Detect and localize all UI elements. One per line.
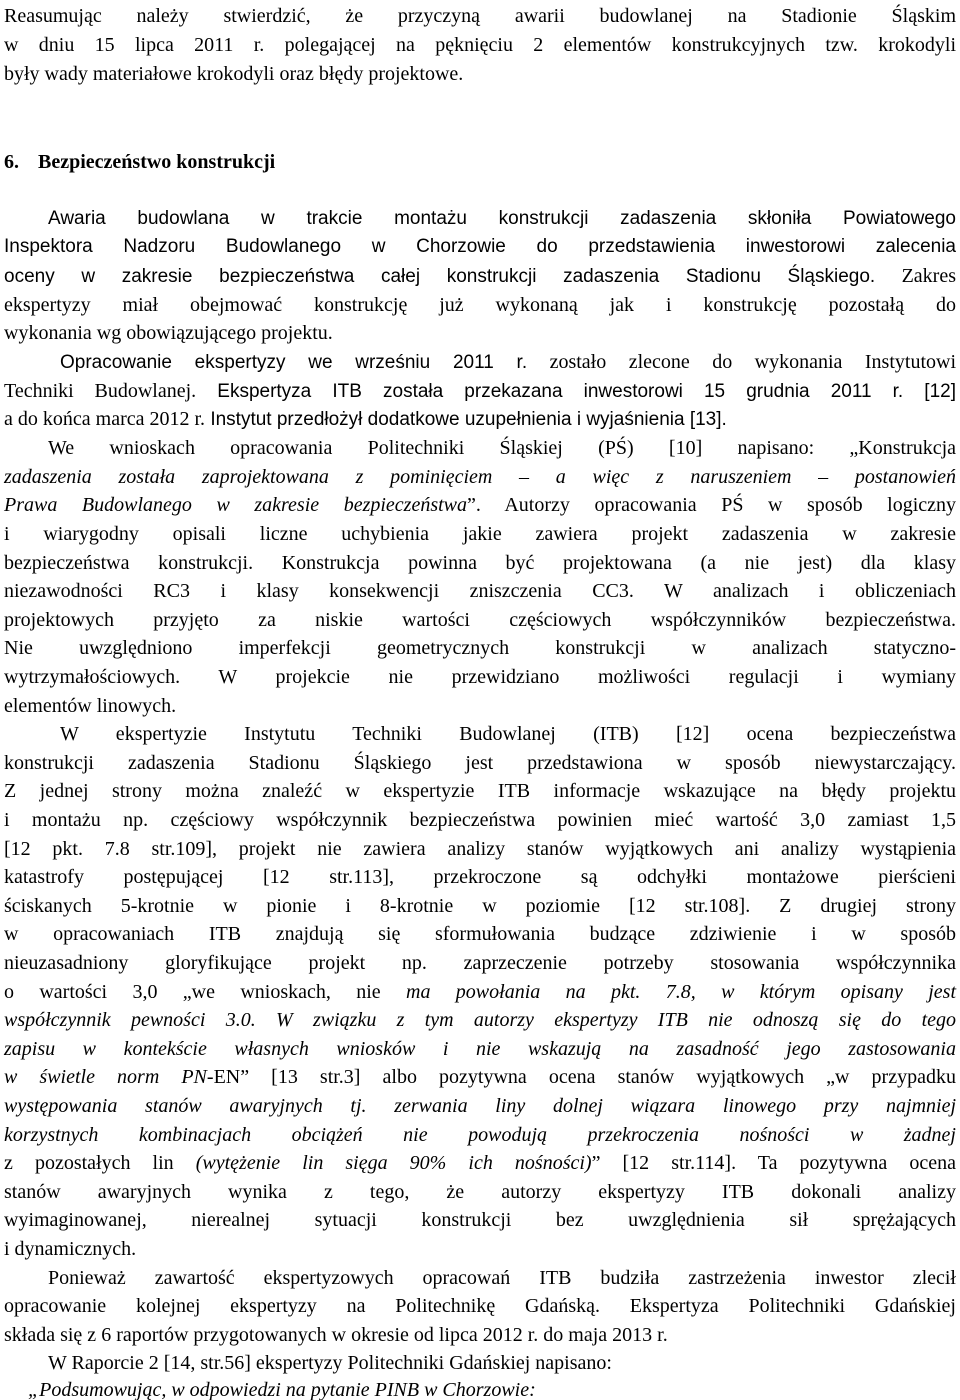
text-line: [4, 1149, 956, 1178]
text-line: „Podsumowując, w odpowiedzi na pytanie PINB w Chorzowie:: [28, 1379, 536, 1400]
text-line: [4, 405, 956, 435]
text-segment: ”. Autorzy opracowania PŚ w sposób logiczny: [467, 494, 956, 516]
text-segment: oceny w zakresie bezpieczeństwa całej konstrukcji zadaszenia Stadionu Śląskiego.: [4, 266, 876, 287]
text-line: współczynnik pewności 3.0. W związku z tym autorzy ekspertyzy ITB nie odnoszą się do tego: [4, 1009, 956, 1031]
text-line: w opracowaniach ITB znajdują się sformułowania budzące zdziwienie i w sposób: [4, 923, 956, 945]
text-segment: w świetle norm PN-: [4, 1066, 214, 1088]
section-title: Bezpieczeństwo konstrukcji: [38, 151, 276, 173]
text-line: katastrofy postępującej [12 str.113], przekroczone są odchyłki montażowe pierścieni: [4, 866, 956, 888]
text-line: [4, 262, 956, 292]
text-segment: ma powołania na pkt. 7.8, w którym opisany jest: [406, 981, 956, 1003]
text-line: [4, 491, 956, 520]
text-line: korzystnych kombinacjach obciążeń nie powodują przekroczenia nośności w żadnej: [4, 1124, 956, 1146]
text-segment: o wartości 3,0 „we wnioskach, nie: [4, 981, 407, 1003]
text-line: nieuzasadniony gloryfikujące projekt np. zaprzeczenie potrzeby stosowania współczynnika: [4, 952, 956, 974]
text-line: stanów awaryjnych wynika z tego, że autorzy ekspertyzy ITB dokonali analizy: [4, 1181, 956, 1203]
text-segment: wytrzymałościowych.: [4, 666, 181, 688]
text-line: Awaria budowlana w trakcie montażu konstrukcji zadaszenia skłoniła Powiatowego: [48, 208, 956, 229]
text-line: We wnioskach opracowania Politechniki Śląskiej (PŚ) [10] napisano: „Konstrukcja: [48, 437, 956, 459]
text-segment: Konstrukcja powinna być projektowana (a nie jest) dla klasy: [253, 552, 957, 574]
text-segment: Techniki Budowlanej.: [4, 380, 197, 402]
text-line: Z jednej strony można znaleźć w ekspertyzie ITB informacje wskazujące na błędy projektu: [4, 780, 956, 802]
text-line: zadaszenia została zaprojektowana z pominięciem – a więc z naruszeniem – postanowień: [4, 466, 956, 488]
text-line: projektowych przyjęto za niskie wartości częściowych współczynników bezpieczeństwa.: [4, 609, 956, 631]
text-line: [4, 1292, 956, 1321]
section-heading: [4, 148, 275, 176]
text-line: konstrukcji zadaszenia Stadionu Śląskiego jest przedstawiona w sposób niewystarczający.: [4, 752, 956, 774]
text-line: [12 pkt. 7.8 str.109], projekt nie zawiera analizy stanów wyjątkowych ani analizy wystąpienia: [4, 838, 956, 860]
text-line: [4, 348, 956, 378]
text-line: [4, 549, 956, 578]
text-segment: opracowanie kolejnej ekspertyzy na Politechnikę Gdańską.: [4, 1295, 601, 1317]
text-line: [4, 978, 956, 1007]
text-line: i montażu np. częściowy współczynnik bezpieczeństwa powinien mieć wartość 3,0 zamiast 1,5: [4, 809, 956, 831]
text-segment: Zakres: [875, 265, 956, 287]
text-segment: bezpieczeństwa konstrukcji.: [4, 552, 254, 574]
text-line: [4, 577, 956, 606]
text-segment: Opracowanie ekspertyzy we wrześniu 2011 r.: [60, 352, 528, 373]
text-line: Nie uwzględniono imperfekcji geometrycznych konstrukcji w analizach statyczno-: [4, 637, 956, 659]
text-segment: Prawa Budowlanego w zakresie bezpieczeństwa: [4, 494, 468, 516]
text-segment: W analizach i obliczeniach: [633, 580, 957, 602]
text-segment: (wytężenie lin sięga 90% ich nośności): [195, 1152, 592, 1174]
text-segment: W projekcie nie przewidziano możliwości regulacji i wymiany: [180, 666, 956, 688]
text-line: W ekspertyzie Instytutu Techniki Budowlanej (ITB) [12] ocena bezpieczeństwa: [60, 723, 956, 745]
text-line: W Raporcie 2 [14, str.56] ekspertyzy Politechniki Gdańskiej napisano:: [48, 1352, 612, 1374]
text-line: ściskanych 5-krotnie w pionie i 8-krotnie w poziomie [12 str.108]. Z drugiej strony: [4, 895, 956, 917]
text-line: ekspertyzy miał obejmować konstrukcję już wykonaną jak i konstrukcję pozostałą do: [4, 294, 956, 316]
text-segment: niezawodności RC3 i klasy konsekwencji zniszczenia CC3.: [4, 580, 634, 602]
text-line: i wiarygodny opisali liczne uchybienia jakie zawiera projekt zadaszenia w zakresie: [4, 523, 956, 545]
text-line: zapisu w kontekście własnych wniosków i nie wskazują na zasadność jego zastosowania: [4, 1038, 956, 1060]
text-line: wyimaginowanej, nierealnej sytuacji konstrukcji bez uwzględnienia sił sprężających: [4, 1209, 956, 1231]
text-line: Reasumując należy stwierdzić, że przyczyną awarii budowlanej na Stadionie Śląskim: [4, 5, 956, 27]
text-segment: EN” [13 str.3] albo pozytywna ocena stanów wyjątkowych „w przypadku: [213, 1066, 956, 1088]
text-line: Inspektora Nadzoru Budowlanego w Chorzowie do przedstawienia inwestorowi zalecenia: [4, 236, 956, 257]
text-segment: ” [12 str.114]. Ta pozytywna ocena: [591, 1152, 956, 1174]
text-line: składa się z 6 raportów przygotowanych w okresie od lipca 2012 r. do maja 2013 r.: [4, 1324, 668, 1346]
text-segment: Ekspertyza Politechniki Gdańskiej: [600, 1295, 956, 1317]
text-line: [4, 1063, 956, 1092]
text-line: elementów linowych.: [4, 695, 177, 717]
text-line: wykonania wg obowiązującego projektu.: [4, 322, 333, 344]
text-segment: a do końca marca 2012 r.: [4, 408, 206, 430]
text-line: i dynamicznych.: [4, 1238, 137, 1260]
section-number: 6.: [4, 151, 19, 173]
text-line: Ponieważ zawartość ekspertyzowych opracowań ITB budziła zastrzeżenia inwestor zlecił: [48, 1267, 956, 1289]
text-line: [4, 663, 956, 692]
text-segment: Ekspertyza ITB została przekazana inwestorowi 15 grudnia 2011 r. [12]: [196, 381, 957, 402]
text-line: były wady materiałowe krokodyli oraz błędy projektowe.: [4, 63, 464, 85]
text-segment: zostało zlecone do wykonania Instytutowi: [527, 351, 956, 373]
text-segment: z pozostałych lin: [4, 1152, 196, 1174]
text-line: w dniu 15 lipca 2011 r. polegającej na pęknięciu 2 elementów konstrukcyjnych tzw. krokodyli: [4, 34, 956, 56]
text-segment: Instytut przedłożył dodatkowe uzupełnienia i wyjaśnienia [13].: [205, 409, 727, 430]
text-line: [4, 377, 956, 407]
text-line: występowania stanów awaryjnych tj. zerwania liny dolnej wiązara linowego przy najmniej: [4, 1095, 956, 1117]
